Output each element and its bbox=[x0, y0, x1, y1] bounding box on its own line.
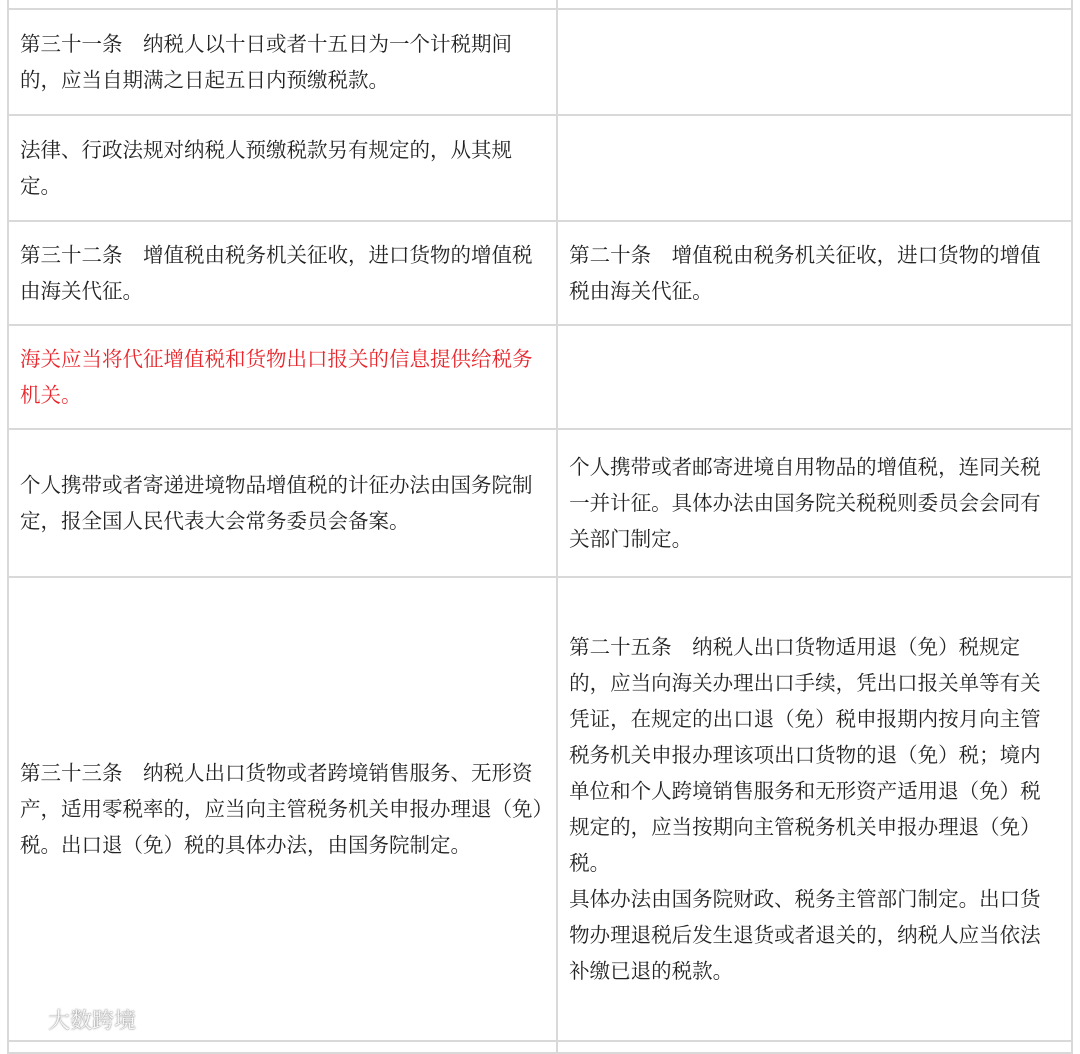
table-cell-empty bbox=[557, 1041, 1072, 1053]
watermark-text: 大数跨境 bbox=[48, 1009, 137, 1034]
table-cell-new-law bbox=[8, 429, 557, 577]
table-row bbox=[8, 325, 1072, 429]
table-cell-new-law-highlighted bbox=[8, 325, 557, 429]
table-cell-empty bbox=[557, 115, 1072, 221]
highlighted-clause-text: 海关应当将代征增值税和货物出口报关的信息提供给税务机关。 bbox=[20, 347, 533, 407]
clause-text: 第三十二条 增值税由税务机关征收，进口货物的增值税由海关代征。 bbox=[20, 243, 533, 303]
table-cell-new-law bbox=[8, 577, 557, 1041]
table-row-partial-top bbox=[8, 0, 1072, 9]
table-cell-old-regulation bbox=[557, 577, 1072, 1041]
table-cell-old-regulation bbox=[557, 429, 1072, 577]
clause-text: 个人携带或者寄递进境物品增值税的计征办法由国务院制定，报全国人民代表大会常务委员会备案。 bbox=[20, 473, 533, 533]
weibo-logo-icon bbox=[10, 1007, 44, 1033]
table-cell-empty bbox=[557, 9, 1072, 115]
clause-text: 第三十三条 纳税人出口货物或者跨境销售服务、无形资产，适用零税率的，应当向主管税务机关申报办理退（免）税。出口退（免）税的具体办法，由国务院制定。 bbox=[20, 761, 543, 857]
table-cell-empty bbox=[8, 0, 557, 9]
clause-text: 第二十五条 纳税人出口货物适用退（免）税规定的，应当向海关办理出口手续，凭出口报关单等有关凭证，在规定的出口退（免）税申报期内按月向主管税务机关申报办理该项出口货物的退（免）税；境内单位和个人跨境销售服务和无形资产适用退（免）税规定的，应当按期向主管税务机关申报办理退（免）税。 bbox=[569, 635, 1041, 875]
table-row bbox=[8, 115, 1072, 221]
table-cell-empty bbox=[557, 0, 1072, 9]
table-cell-new-law bbox=[8, 221, 557, 325]
clause-text: 个人携带或者邮寄进境自用物品的增值税，连同关税一并计征。具体办法由国务院关税税则委员会会同有关部门制定。 bbox=[569, 455, 1041, 551]
table-cell-new-law bbox=[8, 9, 557, 115]
law-comparison-table bbox=[7, 0, 1073, 1054]
table-cell-old-regulation bbox=[557, 221, 1072, 325]
table-row bbox=[8, 221, 1072, 325]
clause-text: 第二十条 增值税由税务机关征收，进口货物的增值税由海关代征。 bbox=[569, 243, 1041, 303]
clause-text: 第三十一条 纳税人以十日或者十五日为一个计税期间的，应当自期满之日起五日内预缴税款。 bbox=[20, 32, 512, 92]
comparison-table-container bbox=[7, 0, 1073, 1054]
table-row bbox=[8, 577, 1072, 1041]
clause-text: 具体办法由国务院财政、税务主管部门制定。出口货物办理退税后发生退货或者退关的，纳税人应当依法补缴已退的税款。 bbox=[569, 887, 1041, 983]
table-row bbox=[8, 429, 1072, 577]
table-row bbox=[8, 9, 1072, 115]
table-cell-empty bbox=[8, 1041, 557, 1053]
table-cell-new-law bbox=[8, 115, 557, 221]
clause-text: 法律、行政法规对纳税人预缴税款另有规定的，从其规定。 bbox=[20, 138, 512, 198]
watermark bbox=[10, 1004, 136, 1035]
table-row-partial-bottom bbox=[8, 1041, 1072, 1053]
table-cell-empty bbox=[557, 325, 1072, 429]
